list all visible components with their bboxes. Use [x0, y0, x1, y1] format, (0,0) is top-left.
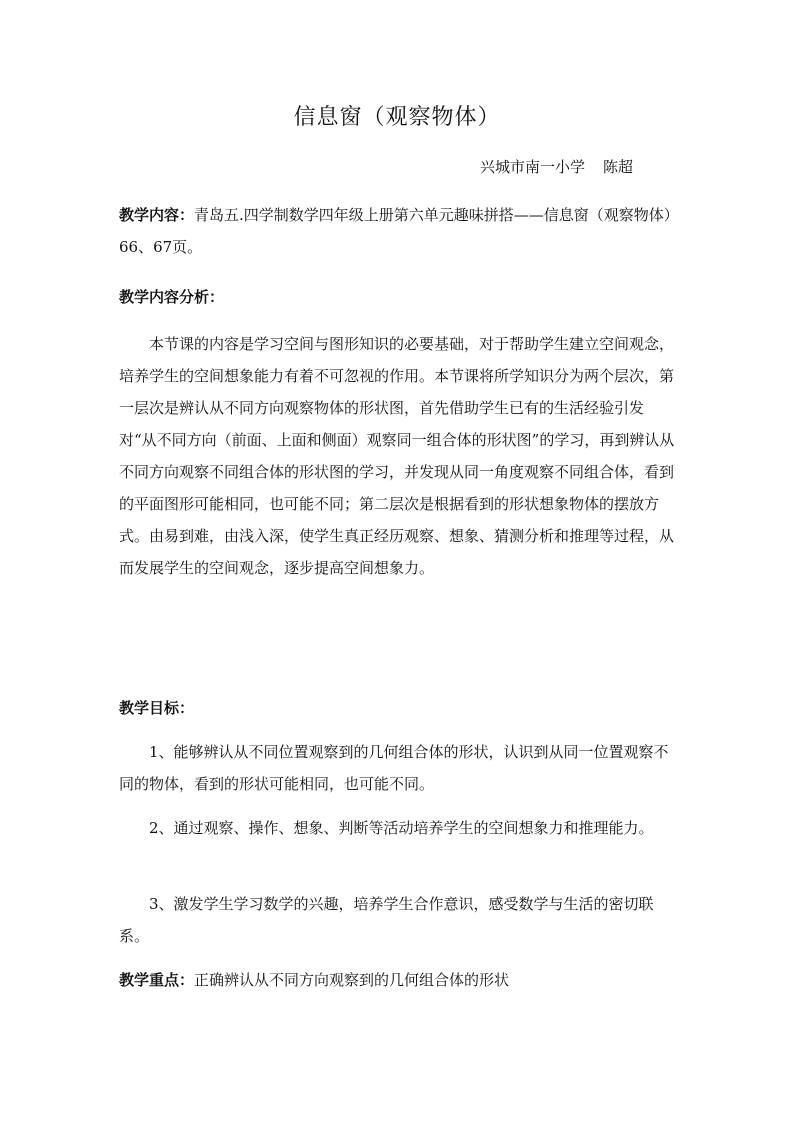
teaching-content-section: [119, 199, 679, 263]
key-point-label: 教学重点：: [119, 971, 195, 989]
goal-item-2: 2、通过观察、操作、想象、判断等活动培养学生的空间想象力和推理能力。: [149, 819, 654, 837]
goals-label: 教学目标：: [119, 699, 195, 717]
teaching-content-text: 青岛五.四学制数学四年级上册第六单元趣味拼搭——信息窗（观察物体）66、67页。: [119, 206, 679, 256]
analysis-label: 教学内容分析：: [119, 288, 225, 306]
goals-heading: [119, 692, 679, 724]
goal-item-3: 3、激发学生学习数学的兴趣，培养学生合作意识，感受数学与生活的密切联系。: [119, 895, 654, 945]
analysis-heading: [119, 281, 679, 313]
analysis-paragraph: 本节课的内容是学习空间与图形知识的必要基础，对于帮助学生建立空间观念，培养学生的空间想象能力有着不可忽视的作用。本节课将所学知识分为两个层次，第一层次是辨认从不同方向观察物体的形状图，首先借助学生已有的生活经验引发对“从不同方向（前面、上面和侧面）观察同一组合体的形状图”的学习，再到辨认从不同方向观察不同组合体的形状图的学习，并发现从同一角度观察不同组合体，看到的平面图形可能相同，也可能不同；第二层次是根据看到的形状想象物体的摆放方式。由易到难，由浅入深，使学生真正经历观察、想象、猜测分析和推理等过程，从而发展学生的空间观念，逐步提高空间想象力。: [119, 335, 675, 577]
author-name: 陈超: [603, 158, 634, 176]
author-school: 兴城市南一小学: [480, 158, 586, 176]
goal-item-1: 1、能够辨认从不同位置观察到的几何组合体的形状，认识到从同一位置观察不同的物体，看到的形状可能相同，也可能不同。: [119, 743, 669, 793]
key-point-section: [119, 964, 679, 996]
author-line: [480, 156, 633, 177]
document-title: 信息窗（观察物体）: [293, 105, 501, 130]
teaching-content-label: 教学内容：: [119, 206, 195, 224]
key-point-text: 正确辨认从不同方向观察到的几何组合体的形状: [194, 971, 510, 989]
